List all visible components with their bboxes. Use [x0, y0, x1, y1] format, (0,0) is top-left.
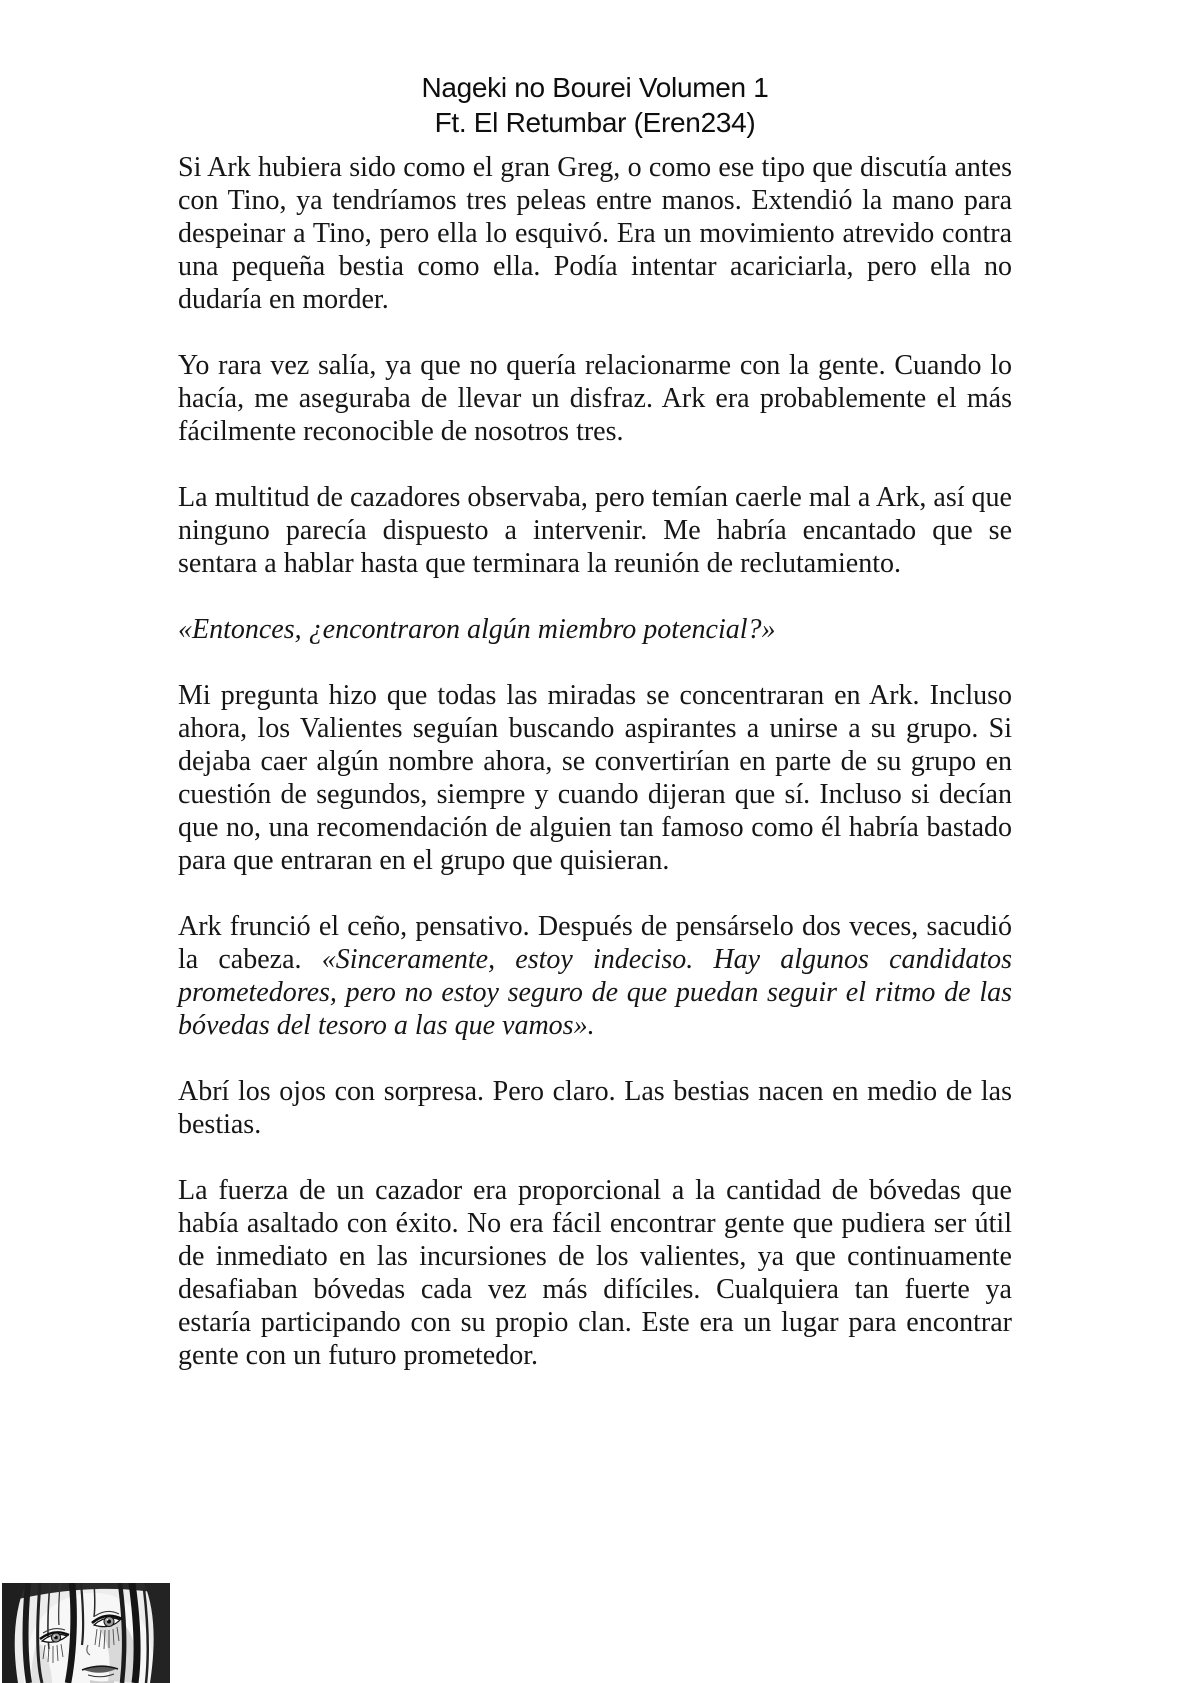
paragraph-2: Yo rara vez salía, ya que no quería relacionarme con la gente. Cuando lo hacía, me aseguraba de llevar un disfraz. Ark era probablemente el más fácilmente reconocible de nosotros tres.	[178, 350, 1012, 447]
paragraph-7: Abrí los ojos con sorpresa. Pero claro. Las bestias nacen en medio de las bestias.	[178, 1076, 1012, 1140]
paragraph-3: La multitud de cazadores observaba, pero temían caerle mal a Ark, así que ninguno parecía dispuesto a intervenir. Me habría encantado que se sentara a hablar hasta que terminara la reunión de reclutamiento.	[178, 482, 1012, 579]
paragraph-8: La fuerza de un cazador era proporcional a la cantidad de bóvedas que había asaltado con éxito. No era fácil encontrar gente que pudiera ser útil de inmediato en las incursiones de los valientes, ya que continuamente desafiaban bóvedas cada vez más difíciles. Cualquiera tan fuerte ya estaría participando con su propio clan. Este era un lugar para encontrar gente con un futuro prometedor.	[178, 1175, 1012, 1371]
paragraph-quote: «Entonces, ¿encontraron algún miembro potencial?»	[178, 614, 776, 645]
manga-face-drawing	[2, 1583, 170, 1683]
paragraph-5: Mi pregunta hizo que todas las miradas se concentraran en Ark. Incluso ahora, los Valientes seguían buscando aspirantes a unirse a su grupo. Si dejaba caer algún nombre ahora, se convertirían en parte de su grupo en cuestión de segundos, siempre y cuando dijeran que sí. Incluso si decían que no, una recomendación de alguien tan famoso como él habría bastado para que entraran en el grupo que quisieran.	[178, 680, 1012, 876]
doc-title: Nageki no Bourei Volumen 1	[421, 72, 769, 103]
paragraph-6-quote: «Sinceramente, estoy indeciso. Hay algunos candidatos prometedores, pero no estoy seguro de que puedan seguir el ritmo de las bóvedas del tesoro a las que vamos».	[178, 944, 1012, 1041]
paragraph-6-lead: Ark frunció el ceño, pensativo. Después de pensárselo dos veces, sacudió la cabeza.	[178, 911, 1012, 975]
manga-face-image	[2, 1583, 170, 1683]
paragraph-6	[178, 910, 1012, 1042]
doc-header	[0, 0, 1190, 140]
doc-body	[178, 151, 1012, 1372]
doc-subtitle: Ft. El Retumbar (Eren234)	[434, 107, 756, 138]
paragraph-1: Si Ark hubiera sido como el gran Greg, o como ese tipo que discutía antes con Tino, ya tendríamos tres peleas entre manos. Extendió la mano para despeinar a Tino, pero ella lo esquivó. Era un movimiento atrevido contra una pequeña bestia como ella. Podía intentar acariciarla, pero ella no dudaría en morder.	[178, 152, 1012, 315]
